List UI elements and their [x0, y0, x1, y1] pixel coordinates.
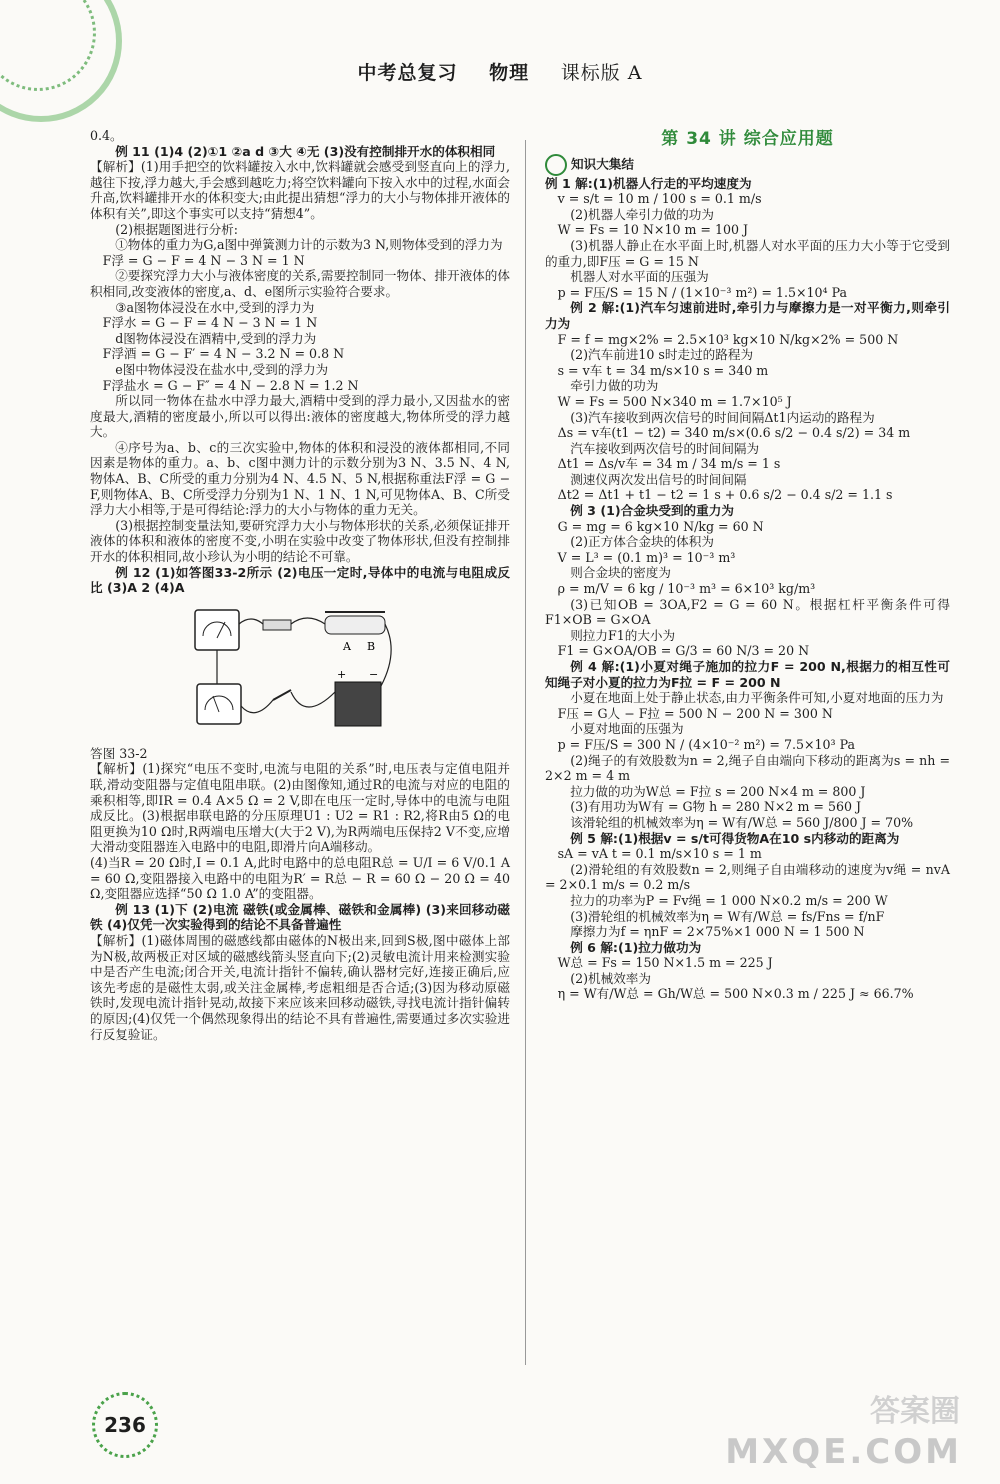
right-paragraphs — [545, 176, 950, 1002]
text-line: 例 4 解:(1)小夏对绳子施加的拉力F = 200 N,根据力的相互性可知绳子对小夏的拉力为F拉 = F = 200 N — [545, 659, 950, 690]
text-line: 测速仪两次发出信号的时间间隔 — [570, 471, 747, 487]
text-line: 例 6 解:(1)拉力做功为 — [570, 939, 702, 955]
text-line: 例 11 (1)4 (2)①1 ②a d ③大 ④无 (3)没有控制排开水的体积相同 — [115, 143, 496, 159]
text-line: 该滑轮组的机械效率为η = W有/W总 = 560 J/800 J = 70% — [570, 814, 914, 830]
text-line: Δt1 = Δs/v车 = 34 m / 34 m/s = 1 s — [557, 456, 781, 472]
text-line: 摩擦力为f = ηnF = 2×75%×1 000 N = 1 500 N — [570, 924, 865, 940]
text-line: (2)机器人牵引力做的功为 — [570, 206, 714, 222]
section-label: 知识大集结 — [571, 156, 634, 172]
label-b: B — [367, 639, 376, 653]
text-line: 例 13 (1)下 (2)电流 磁铁(或金属棒、磁铁和金属棒) (3)来回移动磁铁 (4)仅凭一次实验得到的结论不具备普遍性 — [90, 901, 510, 933]
text-line: (2)滑轮组的有效股数n = 2,则绳子自由端移动的速度为v绳 = nvA = 2×0.1 m/s = 0.2 m/s — [545, 861, 950, 893]
label-a: A — [343, 639, 351, 653]
text-line: 则拉力F1的大小为 — [570, 627, 676, 643]
text-line: ④序号为a、b、c的三次实验中,物体的体积和浸没的液体都相同,不同因素是物体的重力。a、b、c图中测力计的示数分别为3 N、3.5 N、4 N,物体A、B、C所受的重力分别为4 N、4.5 N、5 N,根据称重法F浮 = G − F,则物体A、B、C所受浮力分别为1 N、1 N、1 N,可见物体A、B、C所受浮力大小相等,于是可得结论:浮力的大小与物体的重力无关。 — [90, 439, 510, 518]
page-header — [0, 58, 1000, 85]
header-series: 中考总复习 — [357, 62, 458, 84]
text-line: 【解析】(1)探究“电压不变时,电流与电阻的关系”时,电压表与定值电阻并联,滑动变阻器与定值电阻串联。(2)由图像知,通过R的电流与对应的电阻的乘积相等,即IR = 0.4 A×5 Ω = 2 V,即在电压一定时,导体中的电流与电阻成反比。(3)根据串联电路的分压原理U1 : U2 = R1 : R2,将R由5 Ω的电阻更换为10 Ω时,R两端电压增大(大于2 V),为R两端电压保持2 V不变,应增大滑动变阻器连入电路中的电阻,即滑片向A端移动。 — [90, 761, 510, 855]
fixed-resistor — [263, 620, 291, 630]
text-line: p = F压/S = 300 N / (4×10⁻² m²) = 7.5×10³ Pa — [557, 736, 856, 752]
text-line: 汽车接收到两次信号的时间间隔为 — [570, 440, 760, 456]
text-line: F浮水 = G − F = 4 N − 3 N = 1 N — [102, 315, 318, 331]
left-paragraphs-b — [90, 761, 510, 1042]
rheostat — [325, 616, 385, 634]
watermark-url: MXQE.COM — [725, 1432, 962, 1472]
switch — [273, 690, 291, 700]
lecture-title: 第 34 讲 综合应用题 — [661, 129, 834, 149]
text-line: sA = vA t = 0.1 m/s×10 s = 1 m — [557, 846, 762, 862]
text-line: F = f = mg×2% = 2.5×10³ kg×10 N/kg×2% = 500 N — [557, 331, 899, 347]
text-line: (3)汽车接收到两次信号的时间间隔Δt1内运动的路程为 — [570, 409, 875, 425]
text-line: 例 1 解:(1)机器人行走的平均速度为 — [545, 175, 752, 191]
text-line: ③a图物体浸没在水中,受到的浮力为 — [115, 299, 315, 315]
right-column — [545, 128, 950, 1002]
text-line: ρ = m/V = 6 kg / 10⁻³ m³ = 6×10³ kg/m³ — [557, 581, 816, 597]
header-edition: 课标版 A — [560, 62, 643, 84]
text-line: F1 = G×OA/OB = G/3 = 60 N/3 = 20 N — [557, 643, 810, 659]
circuit-figure — [185, 602, 405, 742]
text-line: (2)机械效率为 — [570, 970, 651, 986]
battery — [335, 682, 381, 726]
text-line: W = Fs = 500 N×340 m = 1.7×10⁵ J — [557, 393, 792, 409]
text-line: 机器人对水平面的压强为 — [570, 269, 709, 285]
text-line: (2)正方体合金块的体积为 — [570, 534, 714, 550]
header-subject: 物理 — [489, 62, 530, 84]
text-line: Δt2 = Δt1 + t1 − t2 = 1 s + 0.6 s/2 − 0.4 s/2 = 1.1 s — [557, 487, 893, 503]
text-line: 例 5 解:(1)根据v = s/t可得货物A在10 s内移动的距离为 — [570, 830, 900, 846]
text-line: 牵引力做的功为 — [570, 378, 659, 394]
text-line: ②要探究浮力大小与液体密度的关系,需要控制同一物体、排开液体的体积相同,改变液体的密度,a、d、e图所示实验符合要求。 — [90, 268, 510, 299]
text-line: (3)滑轮组的机械效率为η = W有/W总 = fs/Fns = f/nF — [570, 908, 885, 924]
text-line: 则合金块的密度为 — [570, 565, 671, 581]
circuit-diagram — [185, 602, 405, 742]
text-line: 拉力做的功为W总 = F拉 s = 200 N×4 m = 800 J — [570, 783, 866, 799]
text-line: F浮 = G − F = 4 N − 3 N = 1 N — [102, 252, 305, 268]
text-line: F浮盐水 = G − F″ = 4 N − 2.8 N = 1.2 N — [102, 377, 359, 393]
left-column — [90, 128, 510, 1042]
text-line: s = v车 t = 34 m/s×10 s = 340 m — [557, 362, 769, 378]
text-line: F压 = G人 − F拉 = 500 N − 200 N = 300 N — [557, 705, 833, 721]
text-line: (2)汽车前进10 s时走过的路程为 — [570, 347, 754, 363]
text-line: 例 3 (1)合金块受到的重力为 — [570, 503, 734, 519]
voltmeter — [195, 610, 239, 650]
left-paragraphs-a — [90, 128, 510, 596]
text-line: F浮酒 = G − F′ = 4 N − 3.2 N = 0.8 N — [102, 346, 345, 362]
text-line: ①物体的重力为G,a图中弹簧测力计的示数为3 N,则物体受到的浮力为 — [115, 237, 503, 253]
watermark-cn: 答案圈 — [870, 1394, 960, 1429]
text-line: 【解析】(1)磁体周围的磁感线都由磁体的N极出来,回到S极,图中磁体上部为N极,故两极正对区域的磁感线箭头竖直向下;(2)灵敏电流计用来检测实验中是否产生电流;闭合开关,电流计指针不偏转,确认器材完好,连接正确后,应该先考虑的是磁性太弱,或关注金属棒,考虑粗细是否合适;(3)因为移动原磁铁时,发现电流计指针晃动,故接下来应该来回移动磁铁,寻找电流计指针偏转的原因;(4)仅凭一个偶然现象得出的结论不具有普遍性,需要通过多次实验进行反复验证。 — [90, 932, 510, 1042]
text-line: e图中物体浸没在盐水中,受到的浮力为 — [115, 361, 329, 377]
text-line: η = W有/W总 = Gh/W总 = 500 N×0.3 m / 225 J ≈ 66.7% — [557, 986, 914, 1002]
text-line: (2)绳子的有效股数为n = 2,绳子自由端向下移动的距离为s = nh = 2×2 m = 4 m — [545, 752, 950, 784]
text-line: G = mg = 6 kg×10 N/kg = 60 N — [557, 518, 764, 534]
text-line: (3)根据控制变量法知,要研究浮力大小与物体形状的关系,必须保证排开液体的体积和液体的密度不变,小明在实验中改变了物体形状,但没有控制排开水的体积相同,故小珍认为小明的结论不可靠。 — [90, 517, 510, 565]
label-minus: − — [369, 667, 379, 681]
page-number: 236 — [92, 1392, 158, 1458]
label-plus: + — [337, 667, 347, 681]
text-line: (3)有用功为W有 = G物 h = 280 N×2 m = 560 J — [570, 799, 862, 815]
column-divider — [525, 140, 526, 1365]
text-line: v = s/t = 10 m / 100 s = 0.1 m/s — [557, 191, 762, 207]
lightbulb-icon — [545, 154, 567, 176]
section-heading — [545, 154, 950, 176]
text-line: 例 12 (1)如答图33-2所示 (2)电压一定时,导体中的电流与电阻成反比 (3)A 2 (4)A — [90, 564, 510, 596]
text-line: 小夏对地面的压强为 — [570, 721, 684, 737]
text-line: 例 2 解:(1)汽车匀速前进时,牵引力与摩擦力是一对平衡力,则牵引力为 — [545, 300, 950, 331]
figure-caption: 答图 33-2 — [90, 745, 148, 761]
text-line: (4)当R = 20 Ω时,I = 0.1 A,此时电路中的总电阻R总 = U/I = 6 V/0.1 A = 60 Ω,变阻器接入电路中的电阻为R′ = R总 − R = 60 Ω − 20 Ω = 40 Ω,变阻器应选择“50 Ω 1.0 A”的变阻器。 — [90, 854, 510, 902]
text-line: (3)已知OB = 3OA,F2 = G = 60 N。根据杠杆平衡条件可得F1×OB = G×OA — [545, 596, 950, 628]
text-line: (2)根据题图进行分析: — [115, 221, 239, 237]
text-line: p = F压/S = 15 N / (1×10⁻³ m²) = 1.5×10⁴ Pa — [557, 284, 848, 300]
ammeter — [197, 684, 241, 724]
text-line: V = L³ = (0.1 m)³ = 10⁻³ m³ — [557, 549, 736, 565]
text-line: (3)机器人静止在水平面上时,机器人对水平面的压力大小等于它受到的重力,即F压 = G = 15 N — [545, 237, 950, 269]
text-line: W总 = Fs = 150 N×1.5 m = 225 J — [557, 955, 773, 971]
text-line: W = Fs = 10 N×10 m = 100 J — [557, 222, 749, 238]
text-line: 拉力的功率为P = Fv绳 = 1 000 N×0.2 m/s = 200 W — [570, 892, 888, 908]
text-line: d图物体浸没在酒精中,受到的浮力为 — [115, 330, 317, 346]
text-line: 小夏在地面上处于静止状态,由力平衡条件可知,小夏对地面的压力为 — [570, 690, 944, 706]
text-line: 【解析】(1)用手把空的饮料罐按入水中,饮料罐就会感受到竖直向上的浮力,越往下按,浮力越大,手会感到越吃力;将空饮料罐向下按入水中的过程,水面会升高,饮料罐排开水的体积变大;由此提出猜想“浮力的大小与物体排开液体的体积有关”,即这个事实可以支持“猜想4”。 — [90, 159, 510, 221]
text-line: 所以同一物体在盐水中浮力最大,酒精中受到的浮力最小,又因盐水的密度最大,酒精的密度最小,所以可以得出:液体的密度越大,物体所受的浮力越大。 — [90, 393, 510, 440]
text-line: 0.4。 — [90, 128, 123, 143]
text-line: Δs = v车(t1 − t2) = 340 m/s×(0.6 s/2 − 0.4 s/2) = 34 m — [557, 425, 911, 441]
